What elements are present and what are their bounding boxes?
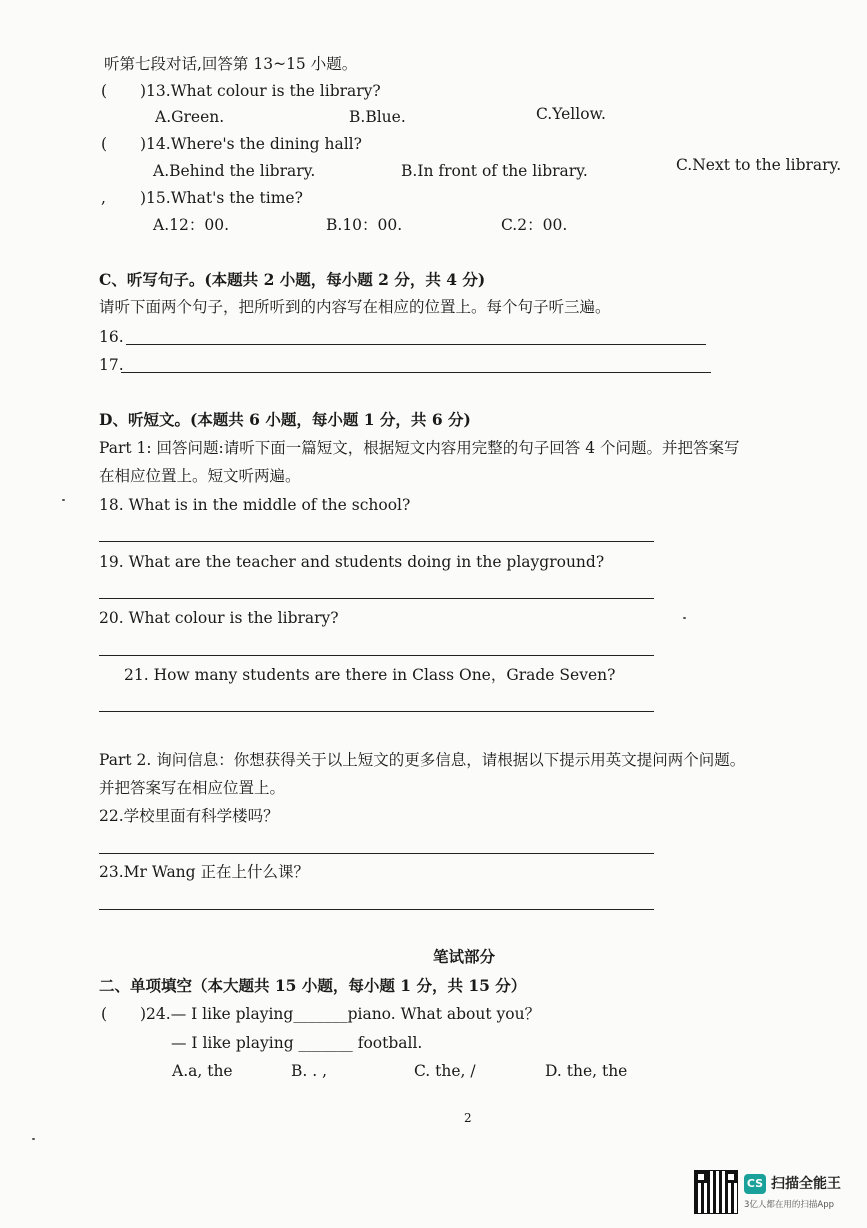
question-20: 20. What colour is the library? [99, 609, 339, 627]
question-19: 19. What are the teacher and students doing in the playground? [99, 553, 605, 571]
question-14: )14.Where's the dining hall? [140, 135, 362, 153]
option-c: C.2：00. [501, 216, 568, 234]
section-c-instruction: 请听下面两个句子，把所听到的内容写在相应的位置上。每个句子听三遍。 [99, 298, 611, 316]
dialogue-7-intro: 听第七段对话,回答第 13~15 小题。 [104, 55, 358, 73]
written-part-title: 笔试部分 [433, 947, 496, 966]
option-c: C. the, / [414, 1062, 476, 1080]
answer-line-19[interactable] [99, 598, 654, 599]
page-number: 2 [464, 1111, 472, 1125]
camscanner-logo-icon: CS [744, 1174, 766, 1194]
part1-instruction-line2: 在相应位置上。短文听两遍。 [99, 467, 301, 485]
part1-instruction-line1: Part 1: 回答问题:请听下面一篇短文，根据短文内容用完整的句子回答 4 个问题。并把答案写 [99, 439, 740, 457]
question-13: )13.What colour is the library? [140, 82, 381, 100]
option-b: B.In front of the library. [401, 162, 588, 180]
option-b: B. . , [291, 1062, 328, 1080]
question-23: 23.Mr Wang 正在上什么课？ [99, 863, 310, 881]
question-24-reply: — I like playing _______ football. [171, 1034, 423, 1052]
answer-paren: , [101, 189, 106, 207]
section-c-heading: C、听写句子。(本题共 2 小题，每小题 2 分，共 4 分) [99, 270, 486, 289]
answer-line-18[interactable] [99, 541, 654, 542]
option-b: B.10：00. [326, 216, 403, 234]
scan-speck [32, 1138, 35, 1140]
option-b: B.Blue. [349, 108, 406, 126]
scan-speck [62, 499, 65, 501]
option-c: C.Yellow. [536, 105, 606, 123]
answer-line-23[interactable] [99, 909, 654, 910]
item-17-number: 17. [99, 356, 124, 374]
question-18: 18. What is in the middle of the school? [99, 496, 411, 514]
question-15: )15.What's the time? [140, 189, 303, 207]
answer-line-17[interactable] [121, 372, 711, 373]
answer-line-21[interactable] [99, 711, 654, 712]
scan-speck [683, 617, 686, 619]
item-16-number: 16. [99, 328, 124, 346]
question-24: )24.— I like playing_______piano. What about you？ [140, 1005, 541, 1023]
option-a: A.Behind the library. [153, 162, 316, 180]
scanner-brand-name: 扫描全能王 [771, 1176, 841, 1192]
part2-instruction-line1: Part 2. 询问信息：你想获得关于以上短文的更多信息，请根据以下提示用英文提问两个问题。 [99, 751, 746, 769]
scanner-tagline: 3亿人都在用的扫描App [744, 1200, 835, 1210]
option-c: C.Next to the library. [676, 156, 842, 174]
section-d-heading: D、听短文。(本题共 6 小题，每小题 1 分，共 6 分) [99, 410, 471, 429]
option-a: A.12：00. [153, 216, 229, 234]
question-22: 22.学校里面有科学楼吗？ [99, 807, 279, 825]
single-choice-heading: 二、单项填空（本大题共 15 小题，每小题 1 分，共 15 分） [99, 976, 527, 995]
qr-code-icon [695, 1171, 737, 1213]
answer-line-16[interactable] [126, 344, 706, 345]
answer-paren: ( [101, 82, 108, 100]
answer-paren: ( [101, 1005, 108, 1023]
option-d: D. the, the [545, 1062, 628, 1080]
option-a: A.a, the [172, 1062, 233, 1080]
answer-line-22[interactable] [99, 853, 654, 854]
part2-instruction-line2: 并把答案写在相应位置上。 [99, 779, 286, 797]
answer-paren: ( [101, 135, 108, 153]
question-21: 21. How many students are there in Class One，Grade Seven? [124, 666, 616, 684]
option-a: A.Green. [155, 108, 225, 126]
answer-line-20[interactable] [99, 655, 654, 656]
